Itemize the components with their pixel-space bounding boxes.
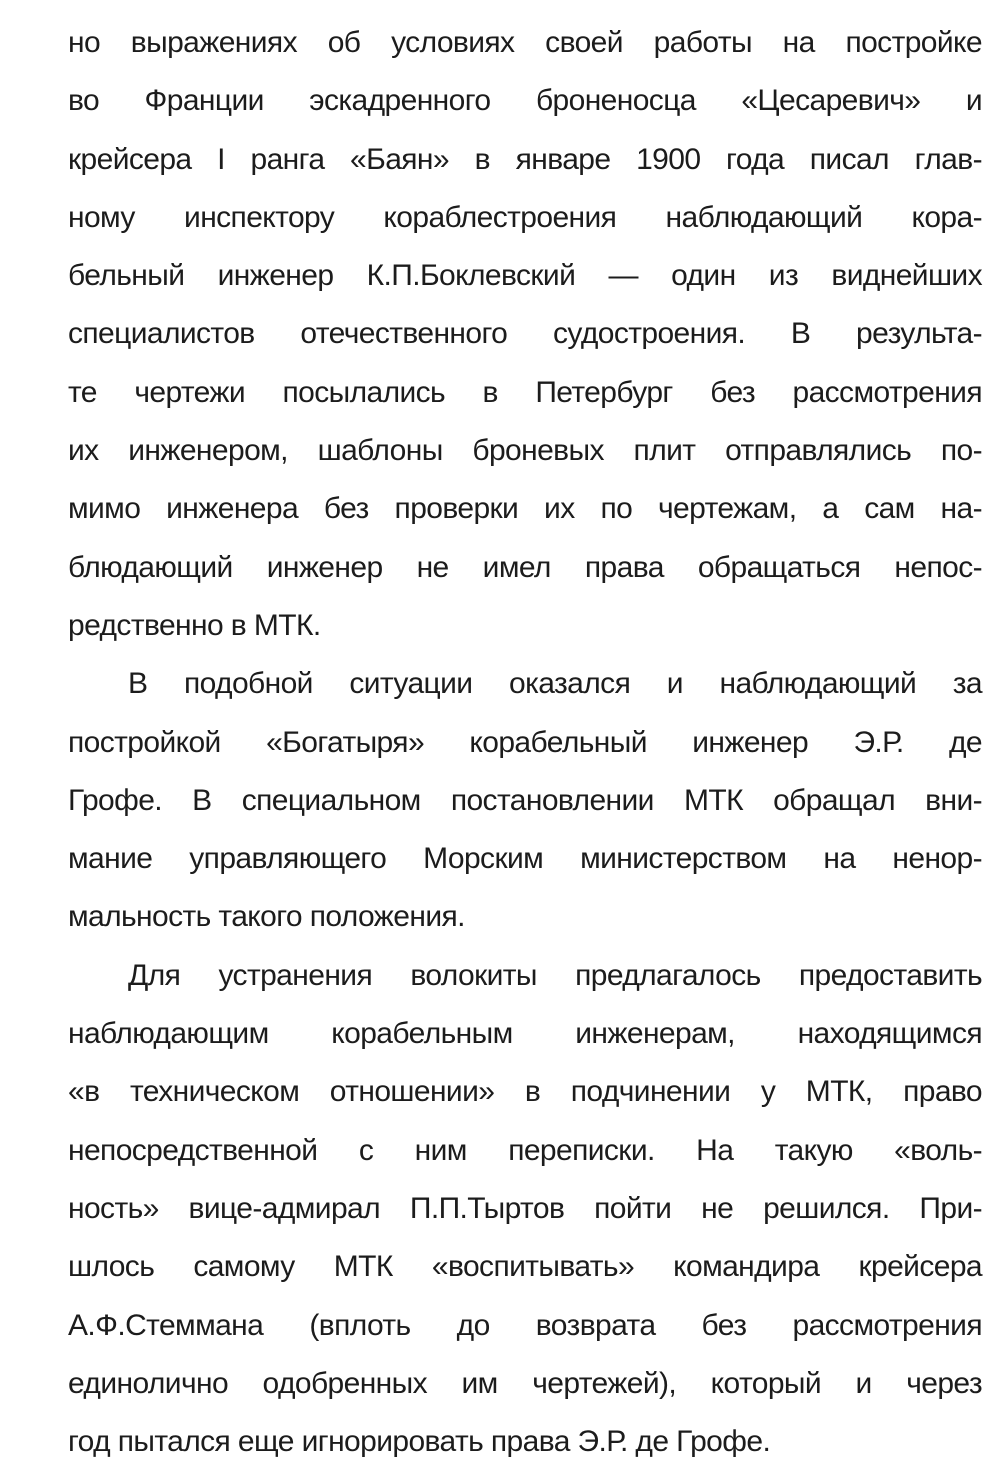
text-line: Для устранения волокиты предлагалось предоставить <box>128 958 982 992</box>
text-line: специалистов отечественного судостроения. В результа- <box>68 317 982 351</box>
text-line: бельный инженер К.П.Боклевский — один из виднейших <box>68 259 982 293</box>
text-line: те чертежи посылались в Петербург без рассмотрения <box>68 375 982 409</box>
paragraph-2 <box>68 655 982 946</box>
text-line: единолично одобренных им чертежей), который и через <box>68 1366 982 1400</box>
text-line: «в техническом отношении» в подчинении у МТК, право <box>68 1075 982 1109</box>
book-page <box>68 14 982 1471</box>
text-line: во Франции эскадренного броненосца «Цесаревич» и <box>68 84 982 118</box>
text-line: год пытался еще игнорировать права Э.Р. де Грофе. <box>68 1425 771 1459</box>
text-line: мальность такого положения. <box>68 900 465 934</box>
text-line: их инженером, шаблоны броневых плит отправлялись по- <box>68 434 982 468</box>
paragraph-3 <box>68 947 982 1472</box>
text-line: Грофе. В специальном постановлении МТК обращал вни- <box>68 783 982 817</box>
text-line: крейсера I ранга «Баян» в январе 1900 года писал глав- <box>68 142 982 176</box>
text-line: шлось самому МТК «воспитывать» командира крейсера <box>68 1250 982 1284</box>
paragraph-1 <box>68 14 982 655</box>
text-line: блюдающий инженер не имел права обращаться непос- <box>68 550 982 584</box>
text-line: непосредственной с ним переписки. На такую «воль- <box>68 1133 982 1167</box>
text-line: мание управляющего Морским министерством на ненор- <box>68 842 982 876</box>
text-line: постройкой «Богатыря» корабельный инженер Э.Р. де <box>68 725 982 759</box>
text-line: ность» вице-адмирал П.П.Тыртов пойти не решился. При- <box>68 1191 982 1225</box>
text-line: но выражениях об условиях своей работы на постройке <box>68 26 982 59</box>
text-line: наблюдающим корабельным инженерам, находящимся <box>68 1017 982 1051</box>
text-line: А.Ф.Стеммана (вплоть до возврата без рассмотрения <box>68 1308 982 1342</box>
text-line: В подобной ситуации оказался и наблюдающий за <box>128 667 982 701</box>
text-line: редственно в МТК. <box>68 608 321 642</box>
text-line: ному инспектору кораблестроения наблюдающий кора- <box>68 200 982 234</box>
text-line: мимо инженера без проверки их по чертежам, а сам на- <box>68 492 982 526</box>
